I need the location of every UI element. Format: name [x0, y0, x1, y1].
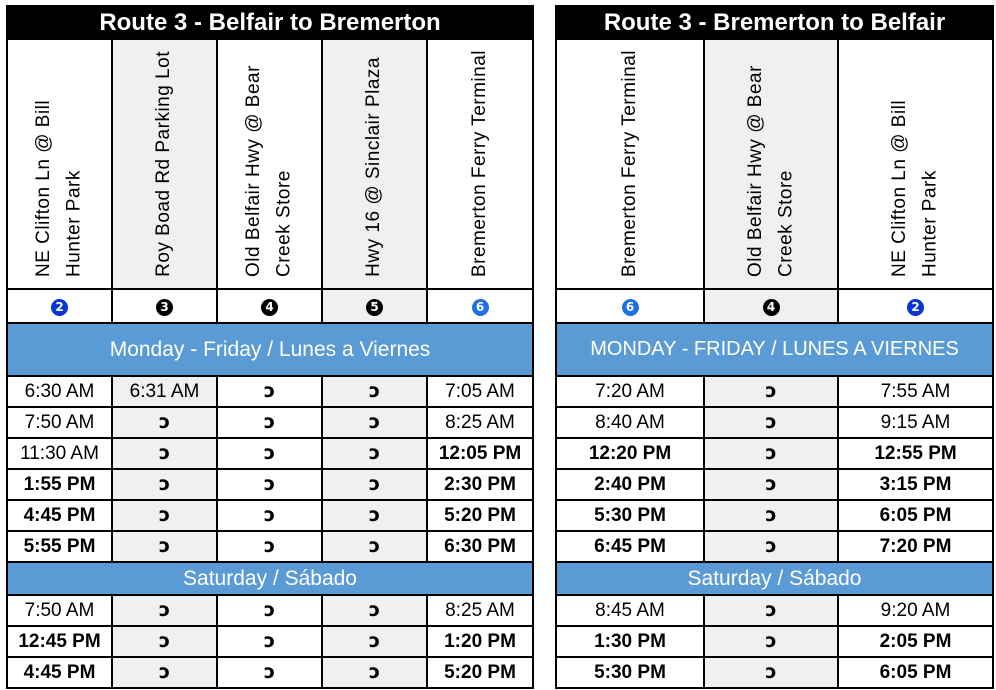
table-row — [7, 500, 533, 531]
time-cell: 8:45 AM — [556, 595, 704, 626]
continuation-mark: ɔ — [704, 595, 838, 626]
stop-number-badge: 2 — [51, 299, 68, 316]
time-cell: 7:05 AM — [427, 376, 533, 407]
stop-number-badge: 6 — [622, 299, 639, 316]
continuation-mark: ɔ — [217, 407, 322, 438]
stop-header — [7, 39, 112, 289]
stop-number-cell — [7, 289, 112, 323]
continuation-mark: ɔ — [704, 500, 838, 531]
continuation-mark: ɔ — [217, 626, 322, 657]
time-cell: 8:40 AM — [556, 407, 704, 438]
time-cell: 2:40 PM — [556, 469, 704, 500]
table-row — [556, 376, 993, 407]
route3-bremerton-to-belfair-table — [555, 5, 992, 689]
time-cell: 6:45 PM — [556, 531, 704, 562]
time-cell: 12:20 PM — [556, 438, 704, 469]
time-cell: 8:25 AM — [427, 595, 533, 626]
table-row — [7, 407, 533, 438]
continuation-mark: ɔ — [217, 438, 322, 469]
time-cell: 12:05 PM — [427, 438, 533, 469]
time-cell: 12:45 PM — [7, 626, 112, 657]
time-cell: 5:20 PM — [427, 657, 533, 688]
time-cell: 2:05 PM — [838, 626, 993, 657]
stop-header — [838, 39, 993, 289]
time-cell: 9:15 AM — [838, 407, 993, 438]
continuation-mark: ɔ — [112, 500, 217, 531]
table-row — [556, 531, 993, 562]
stop-header — [217, 39, 322, 289]
continuation-mark: ɔ — [704, 407, 838, 438]
time-cell: 7:50 AM — [7, 595, 112, 626]
table-row — [556, 500, 993, 531]
weekday-schedule — [7, 376, 533, 562]
stop-header — [112, 39, 217, 289]
continuation-mark: ɔ — [322, 595, 427, 626]
stop-number-cell — [322, 289, 427, 323]
stop-number-cell — [427, 289, 533, 323]
weekday-banner: Monday - Friday / Lunes a Viernes — [7, 323, 533, 376]
continuation-mark: ɔ — [322, 531, 427, 562]
continuation-mark: ɔ — [322, 469, 427, 500]
continuation-mark: ɔ — [704, 469, 838, 500]
time-cell: 6:05 PM — [838, 657, 993, 688]
stop-header — [556, 39, 704, 289]
time-cell: 8:25 AM — [427, 407, 533, 438]
time-cell: 5:55 PM — [7, 531, 112, 562]
continuation-mark: ɔ — [217, 469, 322, 500]
stop-number-badge: 4 — [763, 299, 780, 316]
saturday-banner: Saturday / Sábado — [556, 562, 993, 595]
time-cell: 11:30 AM — [7, 438, 112, 469]
continuation-mark: ɔ — [322, 500, 427, 531]
continuation-mark: ɔ — [704, 376, 838, 407]
time-cell: 9:20 AM — [838, 595, 993, 626]
time-cell: 7:50 AM — [7, 407, 112, 438]
continuation-mark: ɔ — [322, 626, 427, 657]
stop-number-badge: 6 — [472, 299, 489, 316]
time-cell: 6:31 AM — [112, 376, 217, 407]
stop-number-cell — [556, 289, 704, 323]
time-cell: 6:30 AM — [7, 376, 112, 407]
time-cell: 5:30 PM — [556, 500, 704, 531]
stop-name: Bremerton Ferry Terminal — [468, 49, 490, 277]
stop-number-cell — [704, 289, 838, 323]
continuation-mark: ɔ — [322, 657, 427, 688]
continuation-mark: ɔ — [322, 438, 427, 469]
table-title: Route 3 - Bremerton to Belfair — [556, 6, 993, 39]
continuation-mark: ɔ — [217, 376, 322, 407]
time-cell: 7:20 PM — [838, 531, 993, 562]
table-row — [556, 469, 993, 500]
stop-name: NE Clifton Ln @ Bill Hunter Park — [33, 99, 85, 277]
stop-name: Roy Boad Rd Parking Lot — [153, 51, 175, 277]
stop-number-badge: 2 — [907, 299, 924, 316]
time-cell: 1:55 PM — [7, 469, 112, 500]
stop-name: Old Belfair Hwy @ Bear Creek Store — [243, 65, 295, 277]
time-cell: 7:55 AM — [838, 376, 993, 407]
continuation-mark: ɔ — [112, 531, 217, 562]
table-row — [556, 595, 993, 626]
table-row — [7, 531, 533, 562]
continuation-mark: ɔ — [217, 500, 322, 531]
time-cell: 6:05 PM — [838, 500, 993, 531]
table-row — [7, 595, 533, 626]
stop-name: NE Clifton Ln @ Bill Hunter Park — [889, 99, 941, 277]
table-row — [7, 438, 533, 469]
time-cell: 4:45 PM — [7, 657, 112, 688]
table-row — [556, 626, 993, 657]
stop-header — [427, 39, 533, 289]
table-row — [556, 407, 993, 438]
time-cell: 5:30 PM — [556, 657, 704, 688]
table-title: Route 3 - Belfair to Bremerton — [7, 6, 533, 39]
continuation-mark: ɔ — [112, 407, 217, 438]
stop-number-cell — [838, 289, 993, 323]
stop-name: Bremerton Ferry Terminal — [618, 49, 640, 277]
continuation-mark: ɔ — [112, 438, 217, 469]
stop-number-badge: 3 — [156, 299, 173, 316]
continuation-mark: ɔ — [704, 626, 838, 657]
continuation-mark: ɔ — [704, 531, 838, 562]
continuation-mark: ɔ — [217, 657, 322, 688]
continuation-mark: ɔ — [112, 626, 217, 657]
table-row — [556, 438, 993, 469]
continuation-mark: ɔ — [112, 657, 217, 688]
stop-number-cell — [217, 289, 322, 323]
table-row — [7, 376, 533, 407]
time-cell: 12:55 PM — [838, 438, 993, 469]
saturday-schedule — [7, 595, 533, 688]
stop-name: Old Belfair Hwy @ Bear Creek Store — [744, 65, 796, 277]
time-cell: 1:30 PM — [556, 626, 704, 657]
table-row — [7, 469, 533, 500]
table-row — [556, 657, 993, 688]
continuation-mark: ɔ — [112, 469, 217, 500]
weekday-banner: MONDAY - FRIDAY / LUNES A VIERNES — [556, 323, 993, 376]
route3-belfair-to-bremerton-table — [6, 5, 532, 689]
table-row — [7, 657, 533, 688]
continuation-mark: ɔ — [322, 376, 427, 407]
continuation-mark: ɔ — [217, 595, 322, 626]
stop-number-badge: 5 — [366, 299, 383, 316]
continuation-mark: ɔ — [217, 531, 322, 562]
time-cell: 3:15 PM — [838, 469, 993, 500]
time-cell: 7:20 AM — [556, 376, 704, 407]
weekday-schedule — [556, 376, 993, 562]
time-cell: 2:30 PM — [427, 469, 533, 500]
continuation-mark: ɔ — [704, 438, 838, 469]
time-cell: 4:45 PM — [7, 500, 112, 531]
time-cell: 6:30 PM — [427, 531, 533, 562]
continuation-mark: ɔ — [704, 657, 838, 688]
table-row — [7, 626, 533, 657]
stop-number-badge: 4 — [261, 299, 278, 316]
stop-header — [704, 39, 838, 289]
stop-header — [322, 39, 427, 289]
continuation-mark: ɔ — [322, 407, 427, 438]
time-cell: 1:20 PM — [427, 626, 533, 657]
saturday-banner: Saturday / Sábado — [7, 562, 533, 595]
stop-number-cell — [112, 289, 217, 323]
continuation-mark: ɔ — [112, 595, 217, 626]
stop-name: Hwy 16 @ Sinclair Plaza — [363, 57, 385, 277]
saturday-schedule — [556, 595, 993, 688]
time-cell: 5:20 PM — [427, 500, 533, 531]
